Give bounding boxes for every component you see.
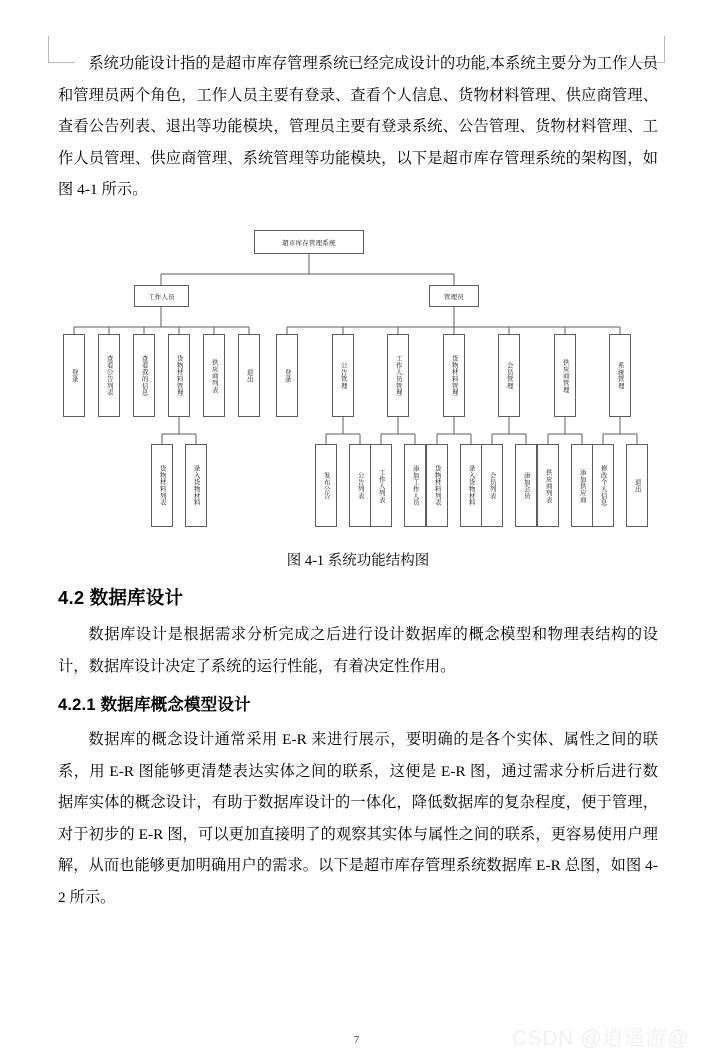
- paragraph-intro: 系统功能设计指的是超市库存管理系统已经完成设计的功能,本系统主要分为工作人员和管理员两个角色，工作人员主要有登录、查看个人信息、货物材料管理、供应商管理、查看公告列表、退出等功能模块，管理员主要有登录系统、公告管理、货物材料管理、工作人员管理、供应商管理、系统管理等功能模块，以下是超市库存管理系统的架构图，如图 4-1 所示。: [58, 55, 658, 198]
- diagram-node-label: 工作人员管理: [394, 355, 402, 396]
- diagram-leaf-node[interactable]: [481, 444, 503, 527]
- diagram-node-worker-module[interactable]: [63, 334, 85, 417]
- diagram-node-admin-module[interactable]: [276, 334, 298, 417]
- document-content: [58, 48, 658, 206]
- diagram-node-worker-module[interactable]: [98, 334, 120, 417]
- diagram-node-label: 公告列表: [356, 471, 364, 500]
- diagram-node-label: 货物材料管理: [450, 355, 458, 396]
- diagram-node-label: 公告管理: [339, 361, 347, 390]
- diagram-node-label: 工作人列表: [377, 468, 385, 503]
- page-number: 7: [353, 1034, 360, 1046]
- diagram-node-label: 供应商列表: [544, 468, 552, 503]
- diagram-leaf-node[interactable]: [315, 444, 337, 527]
- diagram-node-label: 登录: [70, 368, 78, 383]
- heading-section-4-2: 4.2 数据库设计: [58, 587, 184, 608]
- diagram-leaf-node[interactable]: [151, 444, 173, 527]
- diagram-leaf-node[interactable]: [626, 444, 648, 527]
- diagram-node-label: 退出: [245, 368, 253, 383]
- diagram-node-label: 供应商列表: [210, 358, 218, 393]
- diagram-node-label: 货物材料列表: [158, 465, 166, 506]
- paragraph-concept-model: 数据库的概念设计通常采用 E-R 来进行展示，要明确的是各个实体、属性之间的联系，用 E-R 图能够更清楚表达实体之间的联系，这便是 E-R 图，通过需求分析后进行数据库实体的概念设计，有助于数据库设计的一体化，降低数据库的复杂程度，便于管理，对于初步的 E-R 图，可以更加直接明了的观察其实体与属性之间的联系，更容易使用户理解，从而也能够更加明确用户的需求。以下是超市库存管理系统数据库 E-R 总图，如图 4-2 所示。: [58, 731, 658, 906]
- diagram-leaf-node[interactable]: [370, 444, 392, 527]
- diagram-leaf-node[interactable]: [349, 444, 371, 527]
- figure-caption: 图 4-1 系统功能结构图: [286, 553, 430, 569]
- diagram-leaf-node[interactable]: [404, 444, 426, 527]
- document-content-lower: [58, 544, 658, 913]
- system-function-structure-diagram: [58, 222, 658, 542]
- diagram-node-label: 添加工作人员: [411, 465, 419, 506]
- diagram-leaf-node[interactable]: [460, 444, 482, 527]
- diagram-node-label: 会员管理: [505, 361, 513, 390]
- paragraph-db-design: 数据库设计是根据需求分析完成之后进行设计数据库的概念模型和物理表结构的设计，数据库设计决定了系统的运行性能，有着决定性作用。: [58, 626, 658, 675]
- diagram-node-root[interactable]: [254, 230, 364, 254]
- diagram-node-admin-module[interactable]: [387, 334, 409, 417]
- heading-section-4-2-1: 4.2.1 数据库概念模型设计: [58, 696, 251, 714]
- diagram-node-label: 录入货物材料: [192, 465, 200, 506]
- diagram-leaf-node[interactable]: [515, 444, 537, 527]
- diagram-leaf-node[interactable]: [537, 444, 559, 527]
- diagram-node-admin-module[interactable]: [609, 334, 631, 417]
- diagram-node-label: 修改个人信息: [599, 465, 607, 506]
- diagram-leaf-node[interactable]: [571, 444, 593, 527]
- diagram-node-worker-module[interactable]: [168, 334, 190, 417]
- diagram-node-label: 发布公告: [322, 471, 330, 500]
- diagram-node-label: 添加供应商: [578, 468, 586, 503]
- diagram-node-label: 查看公告列表: [105, 355, 113, 396]
- diagram-node-label: 录入货物材料: [467, 465, 475, 506]
- diagram-node-admin-module[interactable]: [332, 334, 354, 417]
- diagram-node-admin-module[interactable]: [498, 334, 520, 417]
- watermark: CSDN @逍遥游@: [512, 1027, 689, 1050]
- diagram-node-label: 退出: [633, 478, 641, 493]
- diagram-node-label: 会员列表: [488, 471, 496, 500]
- diagram-node-label: 查看我的信息: [140, 355, 148, 396]
- diagram-node-worker[interactable]: [134, 285, 189, 307]
- diagram-node-label: 货物材料列表: [433, 465, 441, 506]
- diagram-node-label: 货物材料管理: [175, 355, 183, 396]
- diagram-leaf-node[interactable]: [426, 444, 448, 527]
- diagram-node-worker-label: 工作人员: [148, 293, 175, 301]
- diagram-leaf-node[interactable]: [185, 444, 207, 527]
- diagram-node-label: 系统管理: [616, 361, 624, 390]
- diagram-node-admin[interactable]: [429, 285, 479, 307]
- diagram-node-worker-module[interactable]: [133, 334, 155, 417]
- diagram-node-root-label: 超市库存管理系统: [282, 239, 336, 247]
- diagram-leaf-node[interactable]: [592, 444, 614, 527]
- diagram-node-worker-module[interactable]: [203, 334, 225, 417]
- diagram-node-label: 添加会员: [522, 471, 530, 500]
- diagram-node-worker-module[interactable]: [238, 334, 260, 417]
- diagram-node-admin-label: 管理员: [443, 293, 465, 301]
- diagram-node-admin-module[interactable]: [443, 334, 465, 417]
- diagram-node-label: 登录: [283, 368, 291, 383]
- diagram-node-label: 供应商管理: [561, 358, 569, 393]
- diagram-node-admin-module[interactable]: [554, 334, 576, 417]
